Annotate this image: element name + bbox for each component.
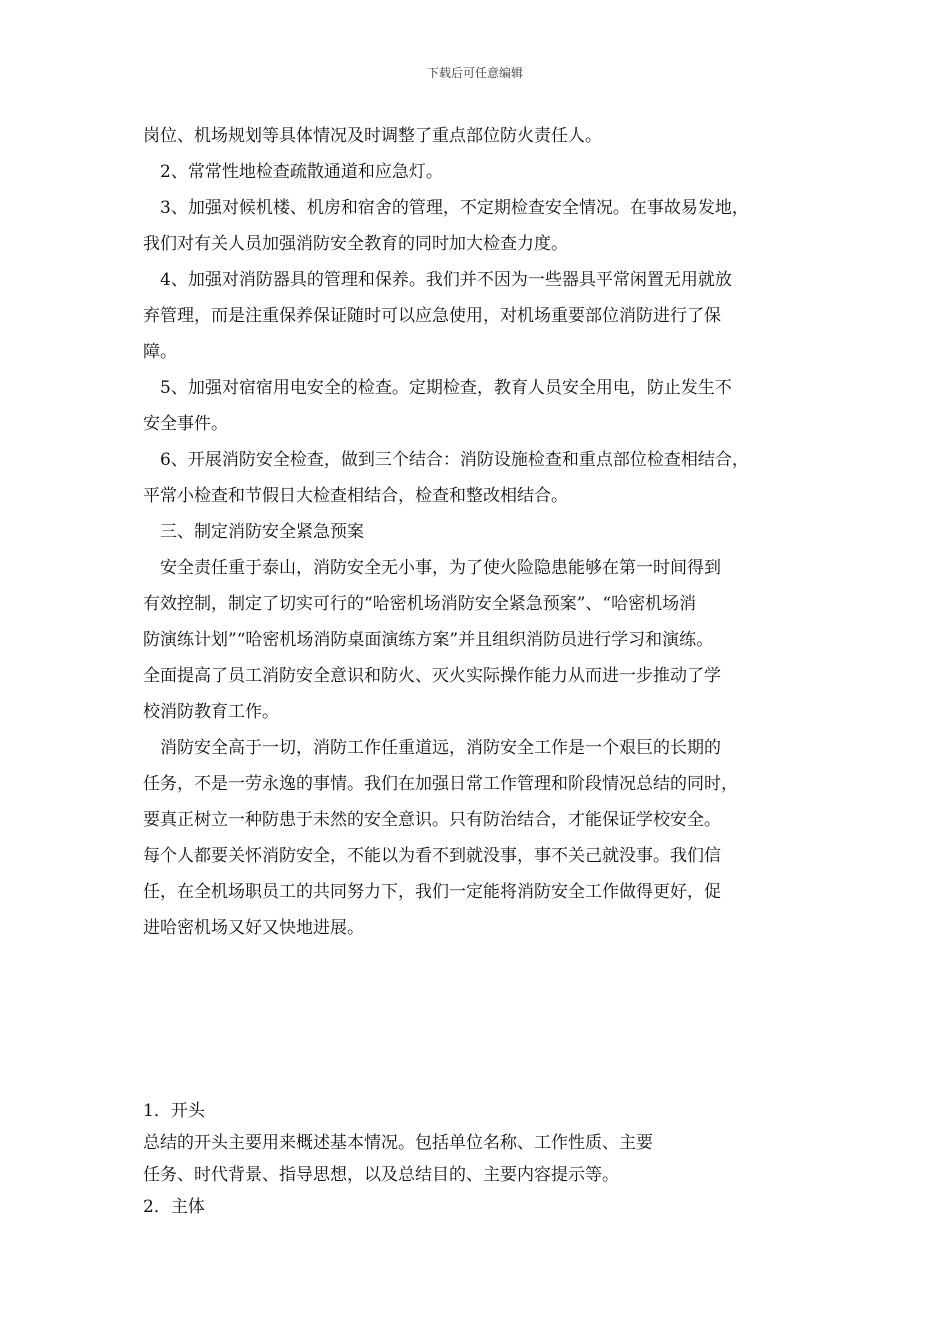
text-line: 任，在全机场职员工的共同努力下，我们一定能将消防安全工作做得更好，促 [143,882,721,902]
paragraph-start: 安全责任重于泰山，消防安全无小事，为了使火险隐患能够在第一时间得到 [160,558,721,578]
list-item: 5、加强对宿宿用电安全的检查。定期检查，教育人员安全用电，防止发生不 [160,378,732,398]
text-line: 弃管理，而是注重保养保证随时可以应急使用，对机场重要部位消防进行了保 [143,306,721,326]
notes-line: 任务、时代背景、指导思想，以及总结目的、主要内容提示等。 [143,1165,619,1185]
text-line: 岗位、机场规划等具体情况及时调整了重点部位防火责任人。 [143,126,602,146]
writing-notes [143,1095,823,1223]
list-item: 3、加强对候机楼、机房和宿舍的管理，不定期检查安全情况。在事故易发地， [160,198,749,218]
text-line: 平常小检查和节假日大检查相结合，检查和整改相结合。 [143,486,568,506]
text-line: 障。 [143,342,177,362]
text-line: 校消防教育工作。 [143,702,279,722]
text-line: 任务，不是一劳永逸的事情。我们在加强日常工作管理和阶段情况总结的同时， [143,774,738,794]
text-line: 安全事件。 [143,414,228,434]
page-header: 下载后可任意编辑 [426,66,523,80]
list-item: 2、常常性地检查疏散通道和应急灯。 [160,162,443,182]
notes-heading: 2．主体 [143,1197,205,1217]
list-item: 6、开展消防安全检查，做到三个结合：消防设施检查和重点部位检查相结合， [160,450,749,470]
text-line: 全面提高了员工消防安全意识和防火、灭火实际操作能力从而进一步推动了学 [143,666,721,686]
notes-line: 总结的开头主要用来概述基本情况。包括单位名称、工作性质、主要 [143,1133,653,1153]
list-item: 4、加强对消防器具的管理和保养。我们并不因为一些器具平常闲置无用就放 [160,270,732,290]
text-line: 进哈密机场又好又快地进展。 [143,918,364,938]
text-line: 有效控制，制定了切实可行的“哈密机场消防安全紧急预案”、“哈密机场消 [143,594,697,614]
document-body [143,118,823,946]
paragraph-start: 消防安全高于一切，消防工作任重道远，消防安全工作是一个艰巨的长期的 [160,738,721,758]
text-line: 防演练计划”“哈密机场消防桌面演练方案”并且组织消防员进行学习和演练。 [143,630,714,650]
notes-heading: 1．开头 [143,1101,205,1121]
section-heading: 三、制定消防安全紧急预案 [160,522,364,542]
text-line: 我们对有关人员加强消防安全教育的同时加大检查力度。 [143,234,568,254]
text-line: 每个人都要关怀消防安全，不能以为看不到就没事，事不关己就没事。我们信 [143,846,721,866]
text-line: 要真正树立一种防患于未然的安全意识。只有防治结合，才能保证学校安全。 [143,810,721,830]
